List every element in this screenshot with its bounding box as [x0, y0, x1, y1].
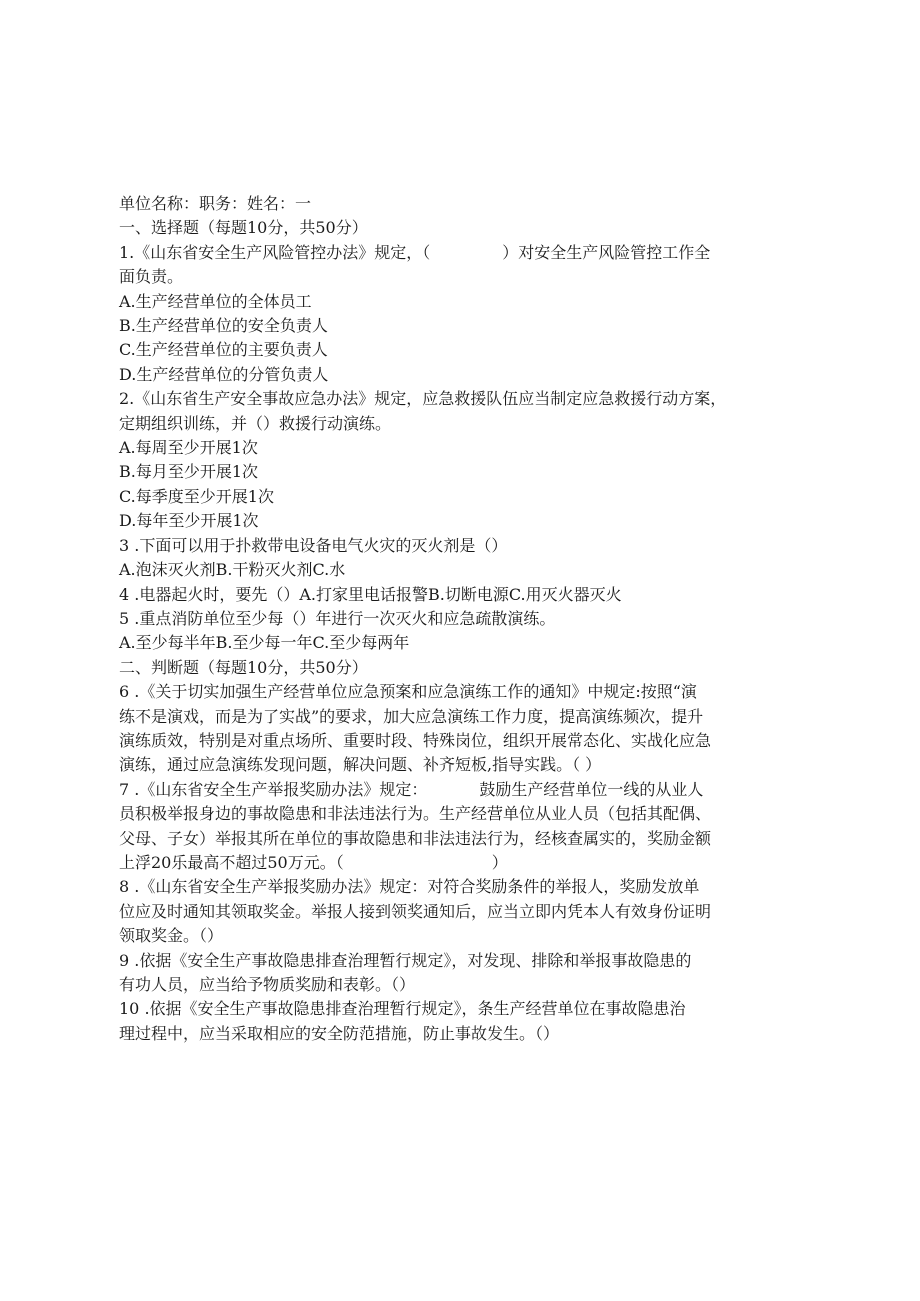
q1-stem-b: ）对安全生产风险管控工作全	[502, 242, 711, 262]
q7-line2: 员积极举报身边的事故隐患和非法违法行为。生产经营单位从业人员（包括其配偶、	[119, 804, 712, 824]
q2-option-c: C.每季度至少开展1次	[119, 486, 274, 506]
q9-line1: 9 .依据《安全生产事故隐患排查治理暂行规定》，对发现、排除和举报事故隐患的	[119, 950, 692, 970]
q1-stem-line1	[119, 241, 819, 265]
q9-line2: 有功人员，应当给予物质奖励和表彰。（）	[119, 975, 416, 994]
q2-option-a: A.每周至少开展1次	[119, 438, 258, 458]
q2-option-d: D.每年至少开展1次	[119, 511, 259, 531]
q1-option-b: B.生产经营单位的安全负责人	[119, 316, 328, 336]
q4-stem: 4 .电器起火时，要先（）A.打家里电话报警B.切断电源C.用灭火器灭火	[119, 584, 622, 604]
q3-options: A.泡沫灭火剂B.干粉灭火剂C.水	[119, 560, 346, 580]
q2-stem-line1: 2.《山东省生产安全事故应急办法》规定，应急救援队伍应当制定应急救援行动方案，	[119, 389, 727, 409]
section-judgment-title: 二、判断题（每题10分，共50分）	[119, 657, 368, 677]
section-choice-title: 一、选择题（每题10分，共50分）	[119, 218, 368, 238]
q1-option-d: D.生产经营单位的分管负责人	[119, 364, 329, 384]
q1-option-a: A.生产经营单位的全体员工	[119, 291, 312, 311]
q6-line3: 演练质效，特别是对重点场所、重要时段、特殊岗位，组织开展常态化、实战化应急	[119, 730, 712, 750]
q10-line2: 理过程中，应当采取相应的安全防范措施，防止事故发生。（）	[119, 1023, 560, 1043]
q8-line1: 8 .《山东省安全生产举报奖励办法》规定：对符合奖励条件的举报人，奖励发放单	[119, 877, 700, 897]
q7-line4	[119, 851, 819, 875]
q3-stem: 3 .下面可以用于扑救带电设备电气火灾的灭火剂是（）	[119, 535, 508, 555]
q7-line1	[119, 778, 819, 802]
q1-option-c: C.生产经营单位的主要负责人	[119, 340, 328, 360]
document-body	[119, 192, 819, 1046]
q1-stem-line2: 面负责。	[119, 267, 184, 287]
q6-line1: 6 .《关于切实加强生产经营单位应急预案和应急演练工作的通知》中规定:按照“演	[119, 682, 697, 702]
q1-stem-a: 1.《山东省安全生产风险管控办法》规定，（	[119, 242, 431, 262]
q7-line3: 父母、子女）举报其所在单位的事故隐患和非法违法行为，经核查属实的，奖励金额	[119, 828, 712, 848]
q2-stem-line2: 定期组织训练，并（）救援行动演练。	[119, 413, 392, 433]
q7-line1-b: 鼓励生产经营单位一线的从业人	[479, 779, 704, 799]
q7-line4-a: 上浮20乐最高不超过50万元。（	[119, 852, 344, 872]
q6-line2: 练不是演戏，而是为了实战”的要求，加大应急演练工作力度，提高演练频次，提升	[119, 706, 704, 726]
unit-info-line: 单位名称：职务：姓名：一	[119, 194, 312, 213]
q5-stem: 5 .重点消防单位至少每（）年进行一次灭火和应急疏散演练。	[119, 608, 556, 628]
q2-option-b: B.每月至少开展1次	[119, 462, 259, 482]
q7-line4-b: ）	[491, 852, 508, 872]
q10-line1: 10 .依据《安全生产事故隐患排查治理暂行规定》，条生产经营单位在事故隐患治	[119, 999, 686, 1019]
q6-line4: 演练，通过应急演练发现问题，解决问题、补齐短板,指导实践。（ ）	[119, 755, 602, 775]
q7-line1-a: 7 .《山东省安全生产举报奖励办法》规定：	[119, 779, 428, 799]
q8-line3: 领取奖金。（）	[119, 926, 224, 946]
q5-options: A.至少每半年B.至少每一年C.至少每两年	[119, 633, 410, 653]
q8-line2: 位应及时通知其领取奖金。举报人接到领奖通知后，应当立即内凭本人有效身份证明	[119, 901, 712, 921]
